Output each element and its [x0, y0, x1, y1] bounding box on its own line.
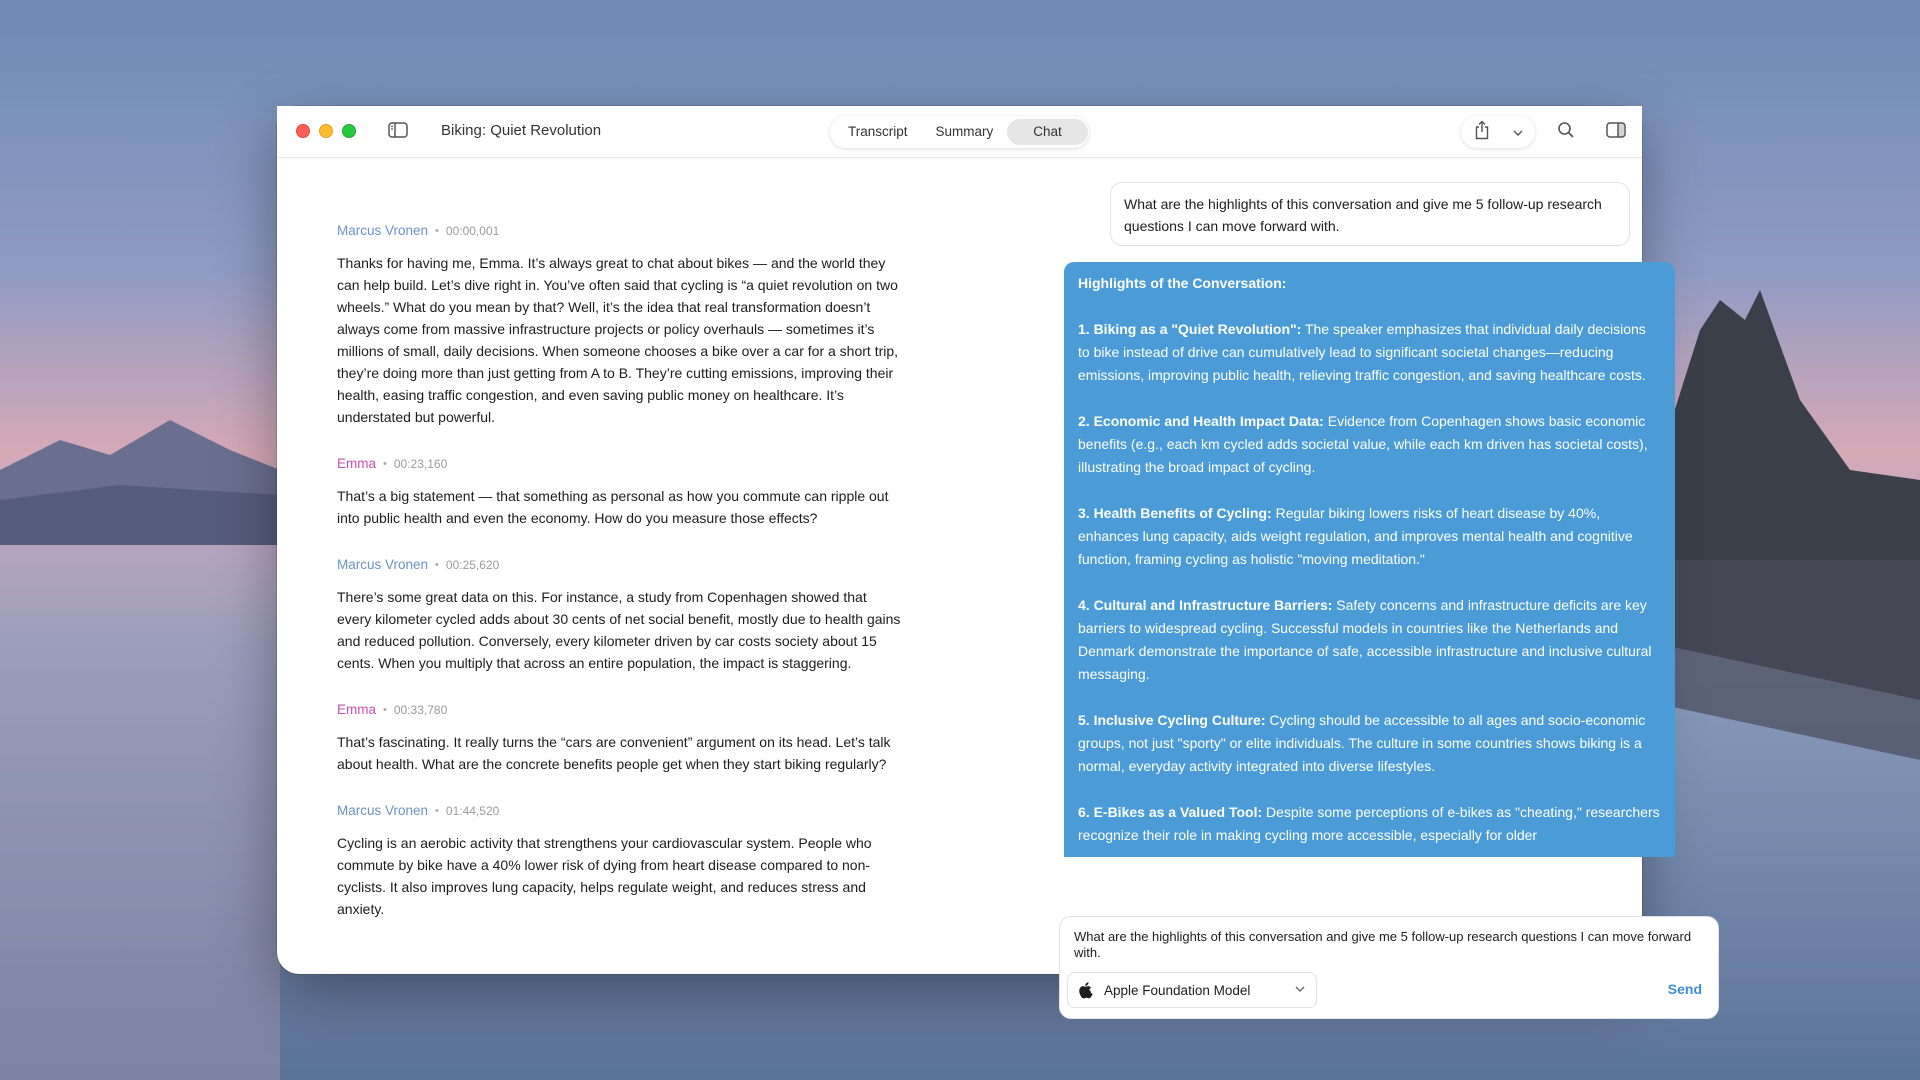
reply-item: 4. Cultural and Infrastructure Barriers: Safety concerns and infrastructure deficits are key barriers to widespread cycling. Successful models in countries like the Netherlands and Denmark demonstrate the importance of safe, accessible infrastructure and inclusive cultural messaging.: [1078, 597, 1652, 682]
speaker-name[interactable]: Marcus Vronen: [337, 803, 429, 818]
share-icon: [1474, 120, 1490, 145]
timestamp[interactable]: 01:44,520: [445, 803, 500, 818]
view-switcher: [830, 116, 1089, 148]
close-window-button[interactable]: [296, 124, 310, 138]
speaker-name[interactable]: Emma: [337, 702, 377, 717]
transcript-text: Thanks for having me, Emma. It’s always great to chat about bikes — and the world they can help build. Let’s dive right in. You’ve often said that cycling is “a quiet revolution on two wheels.” What do you mean by that? Well, it’s the idea that real transformation doesn’t always come from massive infrastructure projects or policy overhauls — sometimes it’s millions of small, daily decisions. When someone chooses a bike over a car for a short trip, they’re doing more than just getting from A to B. They’re cutting emissions, improving their health, easing traffic congestion, and even saving public money on healthcare. It’s understated but powerful.: [337, 255, 899, 425]
speaker-name[interactable]: Emma: [337, 456, 377, 471]
chat-panel: [965, 158, 1702, 998]
reply-item: 5. Inclusive Cycling Culture: Cycling should be accessible to all ages and socio-economic groups, not just "sporty" or elite individuals. The culture in some countries shows biking is a normal, everyday activity integrated into diverse lifestyles.: [1078, 712, 1646, 774]
app-window: [277, 106, 1702, 998]
assistant-reply-bubble: [1064, 262, 1675, 857]
transcript-text: That’s a big statement — that something as personal as how you commute can ripple out into public health and even the economy. How do you measure those effects?: [337, 488, 889, 526]
chevron-down-icon: [1294, 983, 1306, 998]
transcript-entry: Marcus Vronen • 01:44,520 Cycling is an aerobic activity that strengthens your cardiovascular system. People who commute by bike have a 40% lower risk of dying from heart disease compared to non-cyclists. It also improves lung capacity, helps regulate weight, and reduces stress and anxiety.: [337, 803, 902, 920]
transcript-text: There’s some great data on this. For instance, a study from Copenhagen showed that every kilometer cycled adds about 30 cents of net social benefit, mostly due to health gains and reduced pollution. Conversely, every kilometer driven by car costs society about 15 cents. When you multiply that across an entire population, the impact is staggering.: [337, 589, 901, 671]
model-selector-label: Apple Foundation Model: [1104, 982, 1251, 998]
share-options-button[interactable]: [1503, 116, 1533, 148]
window-title: Biking: Quiet Revolution: [441, 122, 602, 139]
search-icon: [1557, 121, 1575, 144]
timestamp[interactable]: 00:25,620: [445, 557, 500, 572]
transcript-panel: [337, 158, 902, 974]
speaker-name[interactable]: Marcus Vronen: [337, 223, 429, 238]
search-button[interactable]: [1553, 119, 1579, 145]
timestamp[interactable]: 00:33,780: [393, 702, 448, 717]
user-message-bubble: What are the highlights of this conversation and give me 5 follow-up research questions I can move forward with.: [1110, 182, 1630, 246]
send-button[interactable]: Send: [1667, 981, 1702, 997]
timestamp[interactable]: 00:23,160: [393, 456, 448, 471]
reply-item: 3. Health Benefits of Cycling: Regular biking lowers risks of heart disease by 40%, enhances lung capacity, aids weight regulation, and improves mental health and cognitive function, framing cycling as holistic "moving meditation.": [1078, 505, 1633, 567]
share-menu-group: [1461, 116, 1535, 148]
transcript-entry: Marcus Vronen • 00:25,620 There’s some great data on this. For instance, a study from Copenhagen showed that every kilometer cycled adds about 30 cents of net social benefit, mostly due to health gains and reduced pollution. Conversely, every kilometer driven by car costs society about 15 cents. When you multiply that across an entire population, the impact is staggering.: [337, 557, 902, 674]
model-selector[interactable]: [1067, 972, 1317, 1008]
composer-input[interactable]: What are the highlights of this conversation and give me 5 follow-up research questions I can move forward with.: [1074, 929, 1692, 960]
reply-item: 2. Economic and Health Impact Data: Evidence from Copenhagen shows basic economic benefits (e.g., each km cycled adds societal value, while each km driven has societal costs), illustrating the broad impact of cycling.: [1078, 413, 1648, 475]
share-button[interactable]: [1461, 116, 1503, 148]
transcript-entry: Marcus Vronen • 00:00,001 Thanks for having me, Emma. It’s always great to chat about bikes — and the world they can help build. Let’s dive right in. You’ve often said that cycling is “a quiet revolution on two wheels.” What do you mean by that? Well, it’s the idea that real transformation doesn’t always come from massive infrastructure projects or policy overhauls — sometimes it’s millions of small, daily decisions. When someone chooses a bike over a car for a short trip, they’re doing more than just getting from A to B. They’re cutting emissions, improving their health, easing traffic congestion, and even saving public money on healthcare. It’s understated but powerful.: [337, 223, 902, 428]
tab-chat[interactable]: Chat: [1007, 119, 1088, 145]
inspector-icon: [1606, 122, 1626, 143]
reply-item: 1. Biking as a "Quiet Revolution": The speaker emphasizes that individual daily decisions to bike instead of drive can cumulatively lead to significant societal changes—reducing emissions, improving public health, relieving traffic congestion, and saving healthcare costs.: [1078, 321, 1646, 383]
transcript-text: Cycling is an aerobic activity that strengthens your cardiovascular system. People who commute by bike have a 40% lower risk of dying from heart disease compared to non-cyclists. It also improves lung capacity, helps regulate weight, and reduces stress and anxiety.: [337, 835, 872, 917]
sidebar-toggle-button[interactable]: [385, 119, 411, 145]
tab-transcript[interactable]: Transcript: [848, 124, 908, 139]
transcript-text: That’s fascinating. It really turns the “cars are convenient” argument on its head. Let’s talk about health. What are the concrete benefits people get when they start biking regularly?: [337, 734, 891, 772]
inspector-toggle-button[interactable]: [1603, 119, 1629, 145]
zoom-window-button[interactable]: [342, 124, 356, 138]
transcript-entry: Emma • 00:23,160 That’s a big statement — that something as personal as how you commute can ripple out into public health and even the economy. How do you measure those effects?: [337, 456, 902, 529]
title-bar: [277, 106, 1642, 158]
apple-logo-icon: [1078, 982, 1094, 998]
tab-summary[interactable]: Summary: [935, 124, 994, 139]
timestamp[interactable]: 00:00,001: [445, 223, 500, 238]
minimize-window-button[interactable]: [319, 124, 333, 138]
reply-item: 6. E-Bikes as a Valued Tool: Despite some perceptions of e-bikes as "cheating," researchers recognize their role in making cycling more accessible, especially for older: [1078, 804, 1660, 843]
chevron-down-icon: [1513, 123, 1523, 141]
speaker-name[interactable]: Marcus Vronen: [337, 557, 429, 572]
reply-heading: Highlights of the Conversation:: [1078, 275, 1287, 291]
transcript-entry: Emma • 00:33,780 That’s fascinating. It really turns the “cars are convenient” argument on its head. Let’s talk about health. What are the concrete benefits people get when they start biking regularly?: [337, 702, 902, 775]
sidebar-toggle-icon: [388, 122, 408, 143]
message-composer[interactable]: [1059, 916, 1719, 1019]
